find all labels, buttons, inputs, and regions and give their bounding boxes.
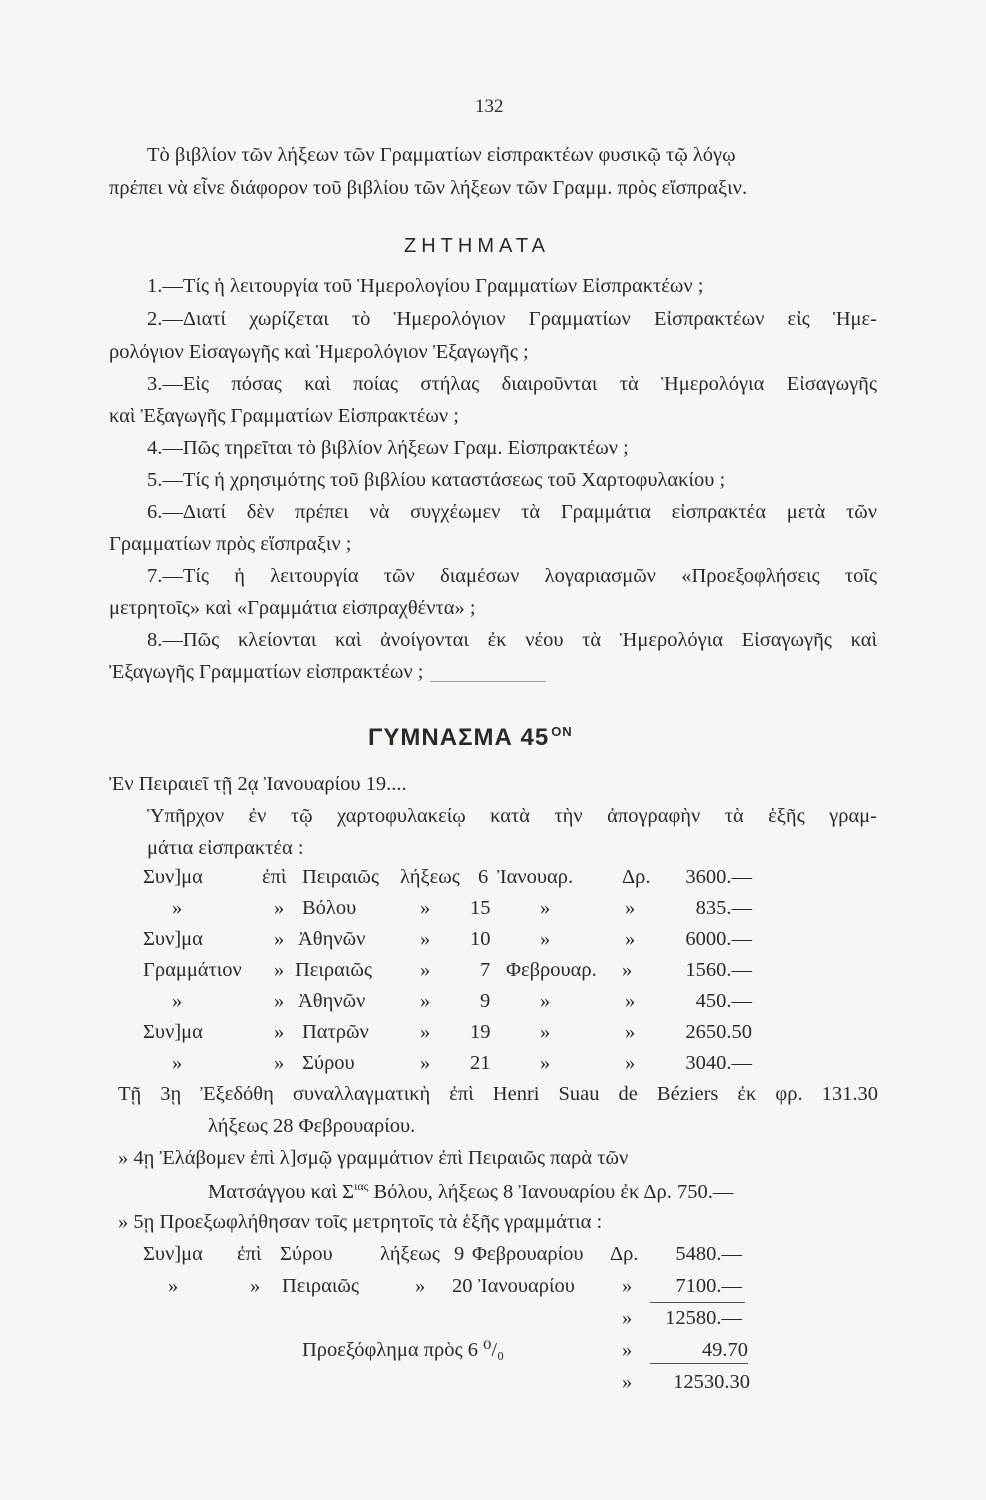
row-day: 20	[452, 1275, 473, 1297]
row-place: Πειραιῶς	[302, 866, 380, 888]
row-prep: »	[274, 1021, 285, 1043]
row-q1: λήξεως	[380, 1243, 440, 1265]
row-day: 9	[454, 1243, 465, 1265]
questions-heading: ΖΗΤΗΜΑΤΑ	[404, 235, 550, 257]
row-prep: »	[274, 897, 285, 919]
question-8-cont: Ἐξαγωγῆς Γραμματίων εἰσπρακτέων ;	[109, 661, 424, 683]
row-q1: »	[415, 1275, 426, 1297]
row-prep: ἐπὶ	[237, 1243, 262, 1265]
row-kind: »	[172, 897, 183, 919]
row-place: Σύρου	[302, 1052, 355, 1074]
transaction-3-line-2: λήξεως 28 Φεβρουαρίου.	[208, 1115, 416, 1137]
row-prep: »	[250, 1275, 261, 1297]
row-place: Βόλου	[302, 897, 357, 919]
discount-marker: »	[622, 1339, 633, 1361]
row-place: Ἀθηνῶν	[298, 990, 366, 1012]
discount-amount: 49.70	[701, 1339, 748, 1361]
exercise-title-sup: ΟΝ	[551, 724, 573, 739]
exercise-intro-2: μάτια εἰσπρακτέα :	[147, 837, 304, 859]
row-kind: Συν]μα	[143, 928, 203, 950]
row-kind: Συν]μα	[143, 1243, 203, 1265]
sum-rule-2	[650, 1363, 748, 1364]
row-prep: »	[274, 1052, 285, 1074]
question-2-cont: ρολόγιον Εἰσαγωγῆς καὶ Ἡμερολόγιον Ἐξαγωγῆς ;	[109, 341, 529, 363]
question-3-cont: καὶ Ἐξαγωγῆς Γραμματίων Εἰσπρακτέων ;	[109, 405, 459, 427]
row-q2: Δρ.	[622, 866, 651, 888]
row-q2: »	[625, 1021, 636, 1043]
row-kind: Συν]μα	[143, 1021, 203, 1043]
transaction-4-text-b: Βόλου, λήξεως 8 Ἰανουαρίου ἐκ Δρ. 750.—	[368, 1180, 734, 1203]
row-amount: 7100.—	[675, 1275, 742, 1297]
question-5: 5.—Τίς ἡ χρησιμότης τοῦ βιβλίου καταστάσεως τοῦ Χαρτοφυλακίου ;	[147, 469, 726, 491]
row-amount: 1560.—	[685, 959, 752, 981]
row-month: »	[540, 1021, 551, 1043]
row-q1: »	[420, 1021, 431, 1043]
row-place: Πειραιῶς	[295, 959, 373, 981]
sum-amount: 12580.—	[665, 1307, 742, 1329]
transaction-5-line-1: » 5ῃ Προεξωφλήθησαν τοῖς μετρητοῖς τὰ ἑξῆς γραμμάτια :	[118, 1211, 603, 1233]
row-kind: »	[172, 990, 183, 1012]
question-8: 8.—Πῶς κλείονται καὶ ἀνοίγονται ἐκ νέου τὰ Ἡμερολόγια Εἰσαγωγῆς καὶ	[147, 629, 877, 651]
question-4: 4.—Πῶς τηρεῖται τὸ βιβλίον λήξεων Γραμ. Εἰσπρακτέων ;	[147, 437, 629, 459]
row-kind: Γραμμάτιον	[143, 959, 242, 981]
row-q1: λήξεως	[400, 866, 460, 888]
row-amount: 2650.50	[685, 1021, 752, 1043]
row-prep: ἐπὶ	[262, 866, 287, 888]
row-day: 10	[470, 928, 491, 950]
question-7-cont: μετρητοῖς» καὶ «Γραμμάτια εἰσπραχθέντα» ;	[109, 597, 476, 619]
row-day: 19	[470, 1021, 491, 1043]
exercise-date: Ἐν Πειραιεῖ τῇ 2ᾳ Ἰανουαρίου 19....	[109, 773, 407, 795]
discount-label: Προεξόφλημα πρὸς 6 ⁰/₀	[302, 1339, 505, 1361]
row-q1: »	[420, 990, 431, 1012]
row-kind: »	[172, 1052, 183, 1074]
question-6-cont: Γραμματίων πρὸς εἴσπραξιν ;	[109, 533, 352, 555]
transaction-3-line-1: Τῇ 3ῃ Ἐξεδόθη συναλλαγματικὴ ἐπὶ Henri Suau de Béziers ἐκ φρ. 131.30	[118, 1083, 878, 1105]
page-number: 132	[475, 96, 504, 117]
section-divider	[430, 681, 546, 682]
row-q2: »	[625, 990, 636, 1012]
row-month: Φεβρουαρ.	[506, 959, 597, 981]
row-q2: Δρ.	[610, 1243, 639, 1265]
question-6: 6.—Διατί δὲν πρέπει νὰ συγχέωμεν τὰ Γραμμάτια εἰσπρακτέα μετὰ τῶν	[147, 501, 877, 523]
row-kind: Συν]μα	[143, 866, 203, 888]
row-amount: 450.—	[695, 990, 752, 1012]
row-day: 9	[480, 990, 491, 1012]
intro-line-1: Τὸ βιβλίον τῶν λήξεων τῶν Γραμματίων εἰσπρακτέων φυσικῷ τῷ λόγῳ	[147, 144, 736, 166]
row-day: 6	[478, 866, 489, 888]
row-amount: 3600.—	[685, 866, 752, 888]
row-q1: »	[420, 928, 431, 950]
row-day: 21	[470, 1052, 491, 1074]
row-q2: »	[625, 1052, 636, 1074]
transaction-4-text-a: Ματσάγγου καὶ Σ	[208, 1180, 355, 1203]
row-day: 15	[470, 897, 491, 919]
sum-marker: »	[622, 1307, 633, 1329]
row-q2: »	[622, 959, 633, 981]
row-amount: 6000.—	[685, 928, 752, 950]
exercise-title-text: ΓΥΜΝΑΣΜΑ 45	[368, 724, 550, 751]
row-q2: »	[622, 1275, 633, 1297]
row-month: »	[540, 1052, 551, 1074]
transaction-4-line-1: » 4ῃ Ἐλάβομεν ἐπὶ λ]σμῷ γραμμάτιον ἐπὶ Πειραιῶς παρὰ τῶν	[118, 1147, 629, 1169]
row-month: Ἰανουαρίου	[478, 1275, 575, 1297]
row-q2: »	[625, 928, 636, 950]
row-q1: »	[420, 959, 431, 981]
exercise-title	[368, 724, 573, 752]
row-amount: 3040.—	[685, 1052, 752, 1074]
intro-line-2: πρέπει νὰ εἶνε διάφορον τοῦ βιβλίου τῶν λήξεων τῶν Γραμμ. πρὸς εἴσπραξιν.	[109, 177, 748, 199]
exercise-intro-1: Ὑπῆρχον ἐν τῷ χαρτοφυλακείῳ κατὰ τὴν ἀπογραφὴν τὰ ἑξῆς γραμ-	[147, 805, 877, 827]
row-place: Σύρου	[280, 1243, 333, 1265]
row-prep: »	[274, 928, 285, 950]
question-3: 3.—Εἰς πόσας καὶ ποίας στήλας διαιροῦνται τὰ Ἡμερολόγια Εἰσαγωγῆς	[147, 373, 877, 395]
row-month: »	[540, 990, 551, 1012]
row-place: Ἀθηνῶν	[298, 928, 366, 950]
row-q1: »	[420, 897, 431, 919]
sum-rule-1	[650, 1302, 745, 1303]
row-place: Πειραιῶς	[282, 1275, 360, 1297]
row-prep: »	[274, 959, 285, 981]
question-7: 7.—Τίς ἡ λειτουργία τῶν διαμέσων λογαριασμῶν «Προεξοφλήσεις τοῖς	[147, 565, 877, 587]
transaction-4-line-2	[208, 1180, 733, 1202]
net-marker: »	[622, 1371, 633, 1393]
row-month: Φεβρουαρίου	[472, 1243, 584, 1265]
row-amount: 835.—	[695, 897, 752, 919]
row-q1: »	[420, 1052, 431, 1074]
row-q2: »	[625, 897, 636, 919]
net-amount: 12530.30	[673, 1371, 750, 1393]
row-place: Πατρῶν	[302, 1021, 369, 1043]
row-amount: 5480.—	[675, 1243, 742, 1265]
row-month: »	[540, 897, 551, 919]
transaction-4-sup: ιας	[354, 1179, 369, 1193]
row-month: Ἰανουαρ.	[497, 866, 574, 888]
question-2: 2.—Διατί χωρίζεται τὸ Ἡμερολόγιον Γραμματίων Εἰσπρακτέων εἰς Ἡμε-	[147, 308, 877, 330]
row-day: 7	[480, 959, 491, 981]
row-prep: »	[274, 990, 285, 1012]
row-kind: »	[168, 1275, 179, 1297]
row-month: »	[540, 928, 551, 950]
question-1: 1.—Τίς ἡ λειτουργία τοῦ Ἡμερολογίου Γραμματίων Εἰσπρακτέων ;	[147, 275, 704, 297]
